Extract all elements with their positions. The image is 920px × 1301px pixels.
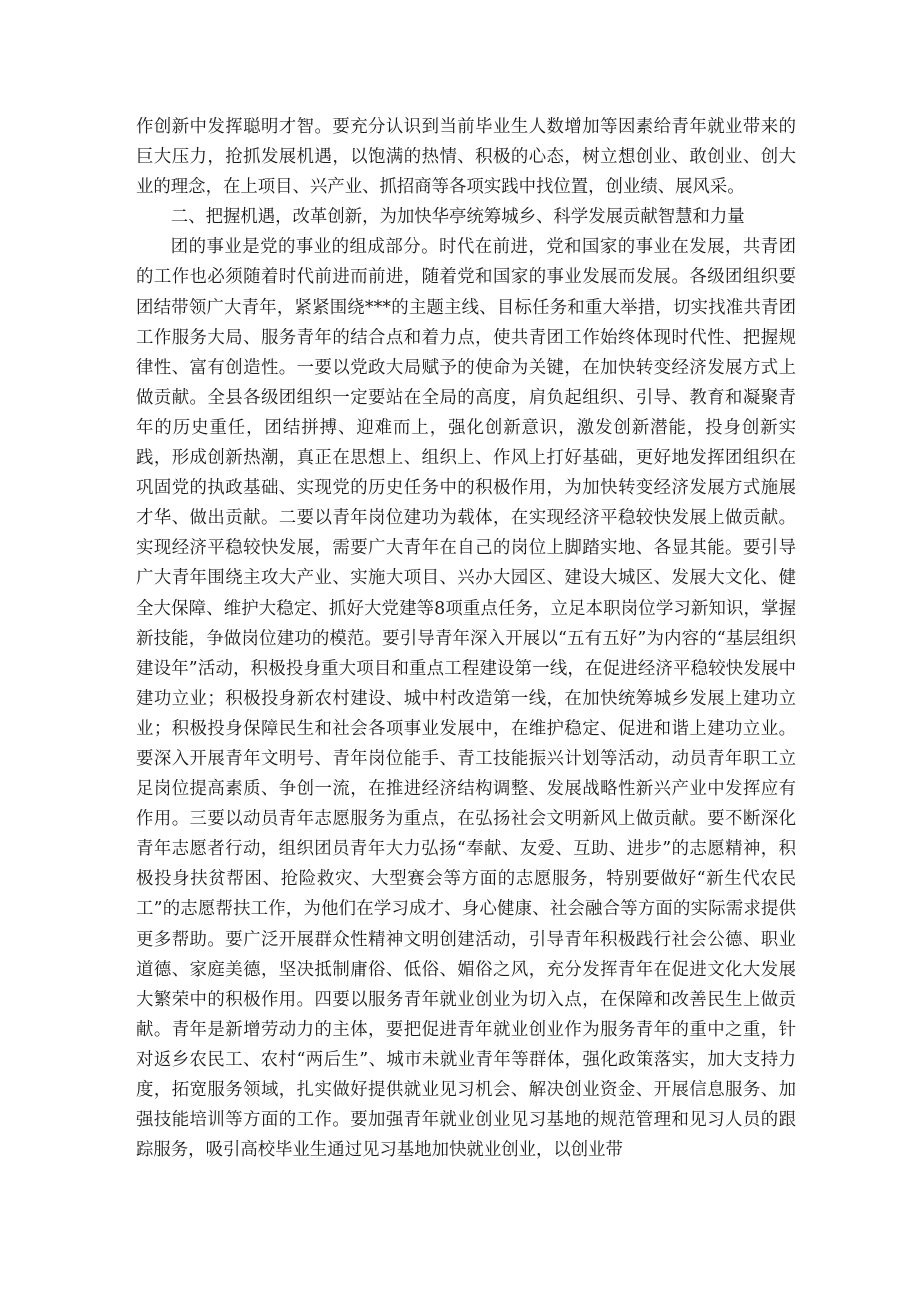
body-paragraph: 团的事业是党的事业的组成部分。时代在前进，党和国家的事业在发展，共青团的工作也必须随着时代前进而前进，随着党和国家的事业发展而发展。各级团组织要团结带领广大青年，紧紧围绕***的主题主线、目标任务和重大举措，切实找准共青团工作服务大局、服务青年的结合点和着力点，使共青团工作始终体现时代性、把握规律性、富有创造性。一要以党政大局赋予的使命为关键，在加快转变经济发展方式上做贡献。全县各级团组织一定要站在全局的高度，肩负起组织、引导、教育和凝聚青年的历史重任，团结拼搏、迎难而上，强化创新意识，激发创新潜能，投身创新实践，形成创新热潮，真正在思想上、组织上、作风上打好基础，更好地发挥团组织在巩固党的执政基础、实现党的历史任务中的积极作用，为加快转变经济发展方式施展才华、做出贡献。二要以青年岗位建功为载体，在实现经济平稳较快发展上做贡献。实现经济平稳较快发展，需要广大青年在自己的岗位上脚踏实地、各显其能。要引导广大青年围绕主攻大产业、实施大项目、兴办大园区、建设大城区、发展大文化、健全大保障、维护大稳定、抓好大党建等8项重点任务，立足本职岗位学习新知识，掌握新技能，争做岗位建功的模范。要引导青年深入开展以“五有五好”为内容的“基层组织建设年”活动，积极投身重大项目和重点工程建设第一线，在促进经济平稳较快发展中建功立业；积极投身新农村建设、城中村改造第一线，在加快统筹城乡发展上建功立业；积极投身保障民生和社会各项事业发展中，在维护稳定、促进和谐上建功立业。要深入开展青年文明号、青年岗位能手、青工技能振兴计划等活动，动员青年职工立足岗位提高素质、争创一流，在推进经济结构调整、发展战略性新兴产业中发挥应有作用。三要以动员青年志愿服务为重点，在弘扬社会文明新风上做贡献。要不断深化青年志愿者行动，组织团员青年大力弘扬“奉献、友爱、互助、进步”的志愿精神，积极投身扶贫帮困、抢险救灾、大型赛会等方面的志愿服务，特别要做好“新生代农民工”的志愿帮扶工作，为他们在学习成才、身心健康、社会融合等方面的实际需求提供更多帮助。要广泛开展群众性精神文明创建活动，引导青年积极践行社会公德、职业道德、家庭美德，坚决抵制庸俗、低俗、媚俗之风，充分发挥青年在促进文化大发展大繁荣中的积极作用。四要以服务青年就业创业为切入点，在保障和改善民生上做贡献。青年是新增劳动力的主体，要把促进青年就业创业作为服务青年的重中之重，针对返乡农民工、农村“两后生”、城市未就业青年等群体，强化政策落实，加大支持力度，拓宽服务领域，扎实做好提供就业见习机会、解决创业资金、开展信息服务、加强技能培训等方面的工作。要加强青年就业创业见习基地的规范管理和见习人员的跟踪服务，吸引高校毕业生通过见习基地加快就业创业，以创业带 (136, 237, 796, 1161)
section-heading: 二、把握机遇，改革创新，为加快华亭统筹城乡、科学发展贡献智慧和力量 (170, 207, 745, 228)
paragraph-continued: 作创新中发挥聪明才智。要充分认识到当前毕业生人数增加等因素给青年就业带来的巨大压力，抢抓发展机遇，以饱满的热情、积极的心态，树立想创业、敢创业、创大业的理念，在上项目、兴产业、抓招商等各项实践中找位置，创业绩、展风采。 (136, 117, 796, 198)
document-body (136, 112, 796, 1165)
